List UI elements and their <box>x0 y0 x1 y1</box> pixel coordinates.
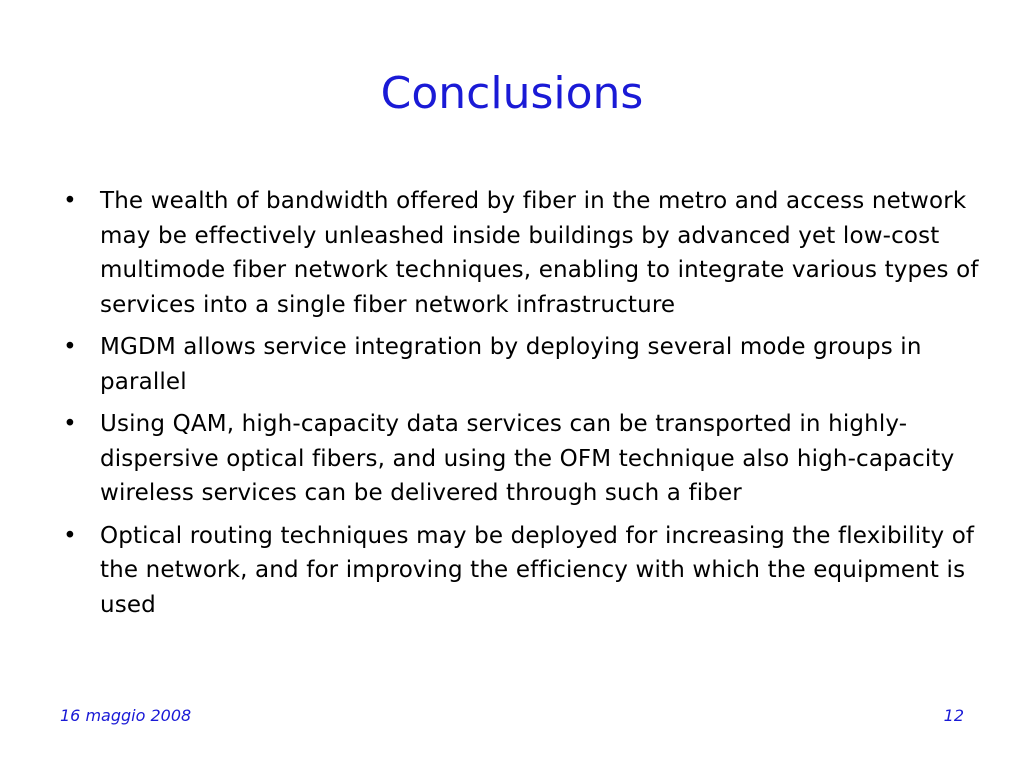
bullet-marker: • <box>63 522 77 549</box>
bullet-text: Optical routing techniques may be deployed for increasing the flexibility of the network, and for improving the efficiency with which the equipment is used <box>100 522 975 618</box>
bullet-marker: • <box>63 188 77 214</box>
bullet-marker: • <box>63 411 77 437</box>
bullet-item <box>60 330 980 399</box>
bullet-text: The wealth of bandwidth offered by fiber in the metro and access network may be effectively unleashed inside buildings by advanced yet low-cost multimode fiber network techniques, enabling to integrate various types of services into a single fiber network infrastructure <box>100 188 979 318</box>
bullet-item <box>60 407 980 511</box>
bullet-item <box>60 519 980 623</box>
bullet-item <box>60 184 980 322</box>
bullet-text: MGDM allows service integration by deploying several mode groups in parallel <box>100 334 922 395</box>
bullet-marker: • <box>63 334 77 360</box>
bullet-text: Using QAM, high-capacity data services can be transported in highly-dispersive optical fibers, and using the OFM technique also high-capacity wireless services can be delivered through such a fiber <box>100 411 955 506</box>
footer-date: 16 maggio 2008 <box>60 706 192 725</box>
bullet-list <box>60 184 980 630</box>
footer-page-number: 12 <box>943 706 964 725</box>
slide-title: Conclusions <box>380 68 644 119</box>
